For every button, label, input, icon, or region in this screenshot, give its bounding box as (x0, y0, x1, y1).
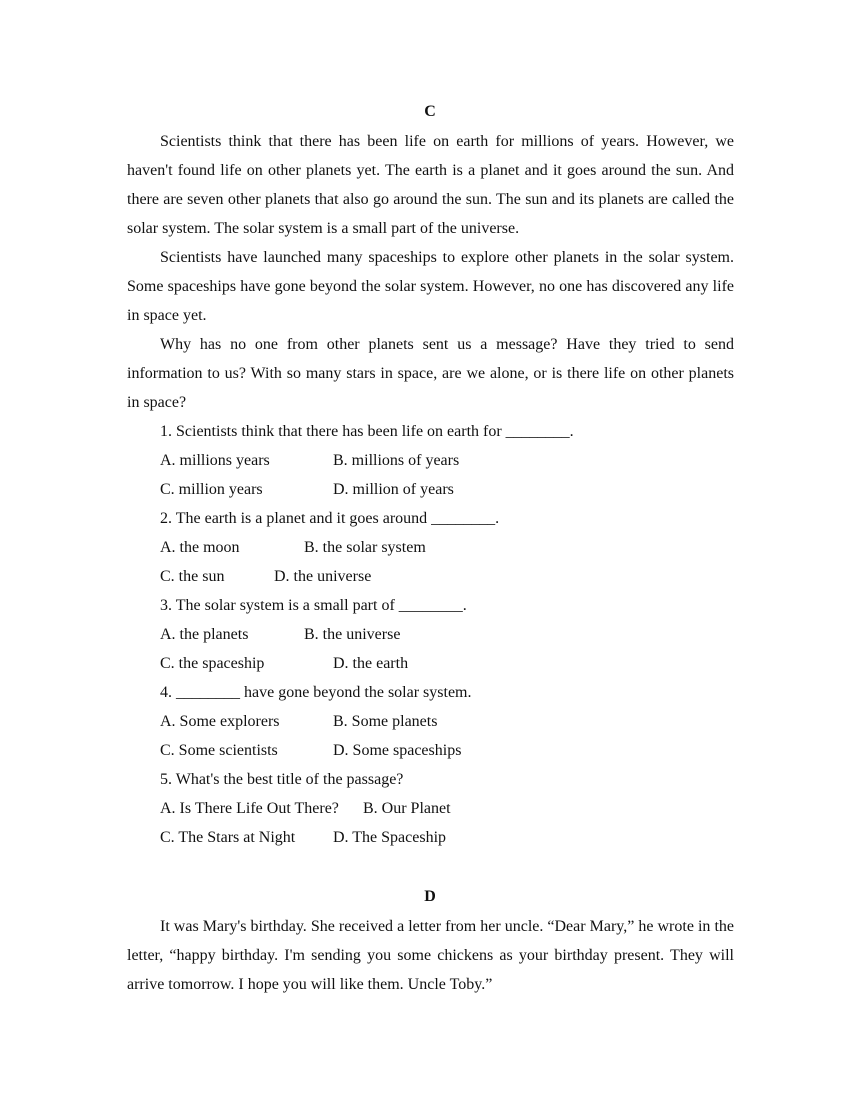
question-4-stem: 4. ________ have gone beyond the solar system. (160, 684, 472, 701)
question-1-stem: 1. Scientists think that there has been life on earth for ________. (160, 423, 574, 440)
question-4-option-a: A. Some explorers (160, 713, 280, 730)
question-4-option-c: C. Some scientists (160, 742, 278, 759)
section-c-paragraph-3: Why has no one from other planets sent us a message? Have they tried to send information to us? With so many stars in space, are we alone, or is there life on other planets in space? (127, 336, 734, 411)
question-5-option-c: C. The Stars at Night (160, 829, 296, 846)
question-4-option-d: D. Some spaceships (333, 742, 462, 759)
question-3-option-c: C. the spaceship (160, 655, 265, 672)
question-2-option-b: B. the solar system (304, 539, 426, 556)
question-2-stem: 2. The earth is a planet and it goes around ________. (160, 510, 500, 527)
section-c-heading: C (424, 103, 436, 120)
question-3-option-d: D. the earth (333, 655, 409, 672)
question-5-option-b: B. Our Planet (363, 800, 451, 817)
question-3-stem: 3. The solar system is a small part of ________. (160, 597, 467, 614)
question-1-option-b: B. millions of years (333, 452, 460, 469)
question-1-option-d: D. million of years (333, 481, 454, 498)
question-5-option-a: A. Is There Life Out There? (160, 800, 339, 817)
question-1-option-c: C. million years (160, 481, 263, 498)
question-2-option-d: D. the universe (274, 568, 372, 585)
section-d-heading: D (424, 888, 436, 905)
section-c-paragraph-2: Scientists have launched many spaceships to explore other planets in the solar system. Some spaceships have gone beyond the solar system. However, no one has discovered any life in space yet. (127, 249, 734, 324)
question-4-option-b: B. Some planets (333, 713, 438, 730)
question-3-option-a: A. the planets (160, 626, 249, 643)
question-2-option-a: A. the moon (160, 539, 240, 556)
question-5-option-d: D. The Spaceship (333, 829, 447, 846)
section-c-paragraph-1: Scientists think that there has been life on earth for millions of years. However, we haven't found life on other planets yet. The earth is a planet and it goes around the sun. And there are seven other planets that also go around the sun. The sun and its planets are called the solar system. The solar system is a small part of the universe. (127, 133, 734, 237)
question-1-option-a: A. millions years (160, 452, 270, 469)
question-3-option-b: B. the universe (304, 626, 401, 643)
question-5-stem: 5. What's the best title of the passage? (160, 771, 404, 788)
question-2-option-c: C. the sun (160, 568, 225, 585)
section-d-paragraph-1: It was Mary's birthday. She received a letter from her uncle. “Dear Mary,” he wrote in the letter, “happy birthday. I'm sending you some chickens as your birthday present. They will arrive tomorrow. I hope you will like them. Uncle Toby.” (127, 918, 734, 993)
